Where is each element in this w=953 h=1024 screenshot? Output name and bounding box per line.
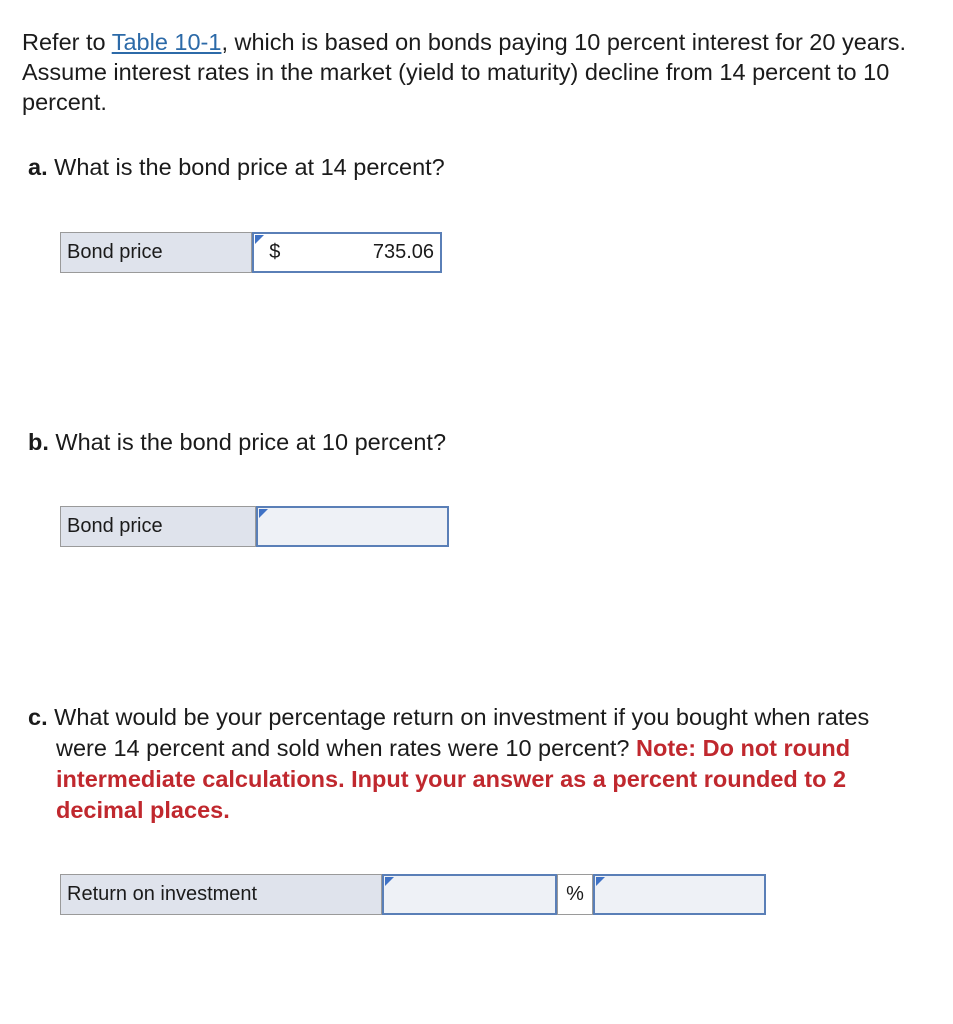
part-b-label: Bond price [60,506,256,547]
part-c-input-cell [382,874,557,915]
part-c-note: Note: Do not round intermediate calculations. Input your answer as a percent rounded to 2 decimal places. [56,735,851,823]
part-a-letter: a. [28,154,48,180]
part-c-letter: c. [28,704,48,730]
part-a-question [28,152,445,183]
intro-suffix: , which is based on bonds paying 10 percent interest for 20 years. Assume interest rates in the market (yield to maturity) decline from 14 percent to 10 percent. [22,29,906,115]
intro-prefix: Refer to [22,29,112,55]
part-b-input-cell [256,506,449,547]
part-b-question [28,427,446,458]
part-b-letter: b. [28,429,49,455]
percent-unit: % [557,874,593,915]
part-a-answer-row [60,232,442,273]
table-10-1-link[interactable]: Table 10-1 [111,29,222,55]
part-c-label: Return on investment [60,874,382,915]
question-intro [22,27,922,117]
part-c-text: What would be your percentage return on investment if you bought when rates were 14 percent and sold when rates were 10 percent? [47,704,870,761]
part-b-text: What is the bond price at 10 percent? [48,429,447,455]
return-extra-input[interactable] [595,876,764,913]
return-on-investment-input[interactable] [384,876,555,913]
part-a-label: Bond price [60,232,252,273]
part-a-text: What is the bond price at 14 percent? [47,154,445,180]
part-b-answer-row [60,506,449,547]
bond-price-14-input[interactable] [296,234,440,271]
part-c-answer-row [60,874,766,915]
part-a-input-cell [252,232,442,273]
bond-price-10-input[interactable] [258,508,447,545]
part-c-question [28,702,908,826]
currency-symbol: $ [254,234,296,271]
part-c-extra-input-cell [593,874,766,915]
